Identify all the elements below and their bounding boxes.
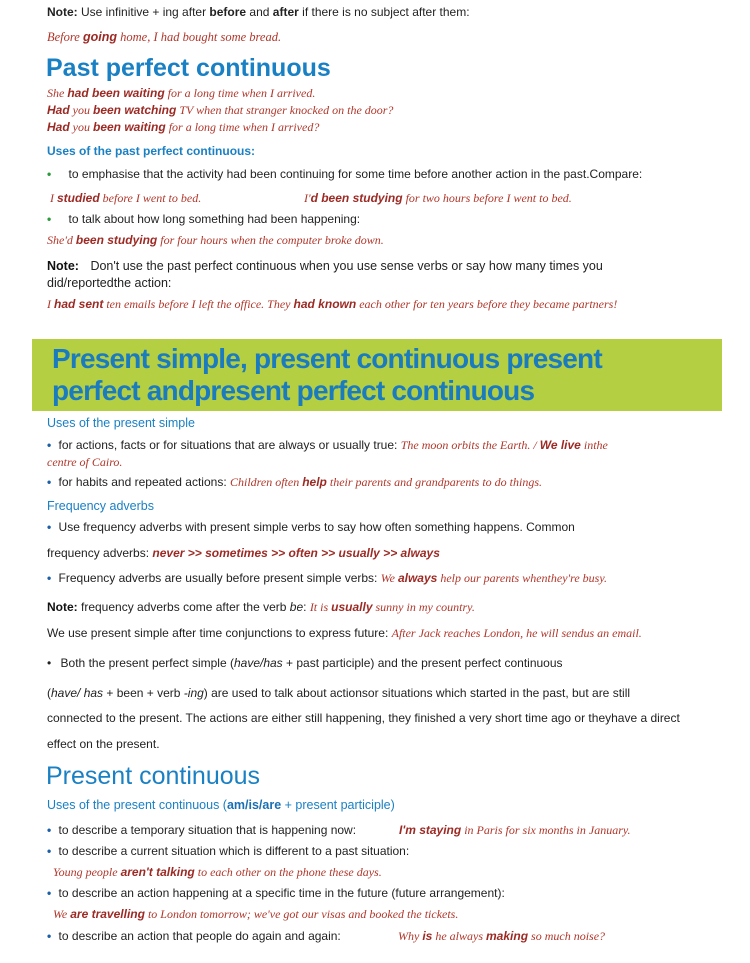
- list-item: • to describe an action that people do again and again:: [47, 929, 341, 943]
- bullet-icon: •: [47, 438, 52, 452]
- frequency-adverbs-heading: Frequency adverbs: [47, 499, 155, 513]
- bullet-icon: •: [47, 656, 52, 670]
- example-had-sent: I had sent ten emails before I left the office. They had known each other for ten years before they became partners!: [47, 297, 618, 311]
- paragraph-line-1: (have/ has + been + verb -ing) are used to talk about actionsor situations which started in the past, but are still: [47, 686, 631, 700]
- list-item: • to describe an action happening at a specific time in the future (future arrangement):: [47, 886, 505, 900]
- paragraph-line-2: connected to the present. The actions are either still happening, they finished a very short time ago or theyhave a direct: [47, 711, 680, 725]
- compare-example-2: I'd been studying for two hours before I went to bed.: [304, 191, 572, 205]
- example-had-been-waiting: She had been waiting for a long time when I arrived.: [47, 86, 316, 100]
- example-had-been-watching: Had you been watching TV when that stranger knocked on the door?: [47, 103, 394, 117]
- example-been-studying: She'd been studying for four hours when the computer broke down.: [47, 233, 384, 247]
- section-title-past-perfect-continuous: Past perfect continuous: [46, 54, 331, 82]
- future-usage-line: We use present simple after time conjunctions to express future: After Jack reaches London, he will sendus an email.: [47, 626, 642, 640]
- uses-heading-ppc: Uses of the past perfect continuous:: [47, 144, 256, 158]
- bullet-icon: •: [47, 475, 52, 489]
- list-item: • to talk about how long something had been happening:: [47, 212, 361, 226]
- bullet-icon: •: [47, 167, 52, 181]
- bullet-icon: •: [47, 520, 52, 534]
- section-title-present-continuous: Present continuous: [46, 762, 261, 790]
- top-note: Note: Use infinitive + ing after before and after if there is no subject after them:: [47, 5, 470, 19]
- example-arent-talking: Young people aren't talking to each other on the phone these days.: [53, 865, 382, 879]
- list-item: • Both the present perfect simple (have/has + past participle) and the present perfect continuous: [47, 656, 563, 670]
- example-had-you-been-waiting: Had you been waiting for a long time when I arrived?: [47, 120, 320, 134]
- bullet-icon: •: [47, 844, 52, 858]
- note-label: Note:: [47, 5, 78, 19]
- list-item: • Use frequency adverbs with present simple verbs to say how often something happens. Common: [47, 520, 575, 534]
- banner-title-line-2: perfect andpresent perfect continuous: [52, 375, 535, 406]
- example-continued: centre of Cairo.: [47, 455, 123, 469]
- list-item: • Frequency adverbs are usually before present simple verbs: We always help our parents whenthey're busy.: [47, 571, 607, 585]
- list-item: • for actions, facts or for situations that are always or usually true: The moon orbits the Earth. / We live inthe: [47, 438, 608, 452]
- list-item: • to emphasise that the activity had been continuing for some time before another action in the past.Compare:: [47, 167, 643, 181]
- list-item: • to describe a temporary situation that is happening now:: [47, 823, 357, 837]
- banner-title-line-1: Present simple, present continuous present: [52, 343, 602, 374]
- list-item: • for habits and repeated actions: Children often help their parents and grandparents to do things.: [47, 475, 543, 489]
- bullet-icon: •: [47, 823, 52, 837]
- frequency-adverbs-list: frequency adverbs: never >> sometimes >> often >> usually >> always: [47, 546, 440, 560]
- ps-note: Note: frequency adverbs come after the verb be: It is usually sunny in my country.: [47, 600, 475, 614]
- paragraph-line-3: effect on the present.: [47, 737, 160, 751]
- ppc-note-line-1: Note: Don't use the past perfect continuous when you use sense verbs or say how many times you: [47, 259, 603, 273]
- uses-heading-present-continuous: Uses of the present continuous (am/is/are + present participle): [47, 798, 395, 812]
- list-item: • to describe a current situation which is different to a past situation:: [47, 844, 410, 858]
- bullet-icon: •: [47, 886, 52, 900]
- example-before-going: Before going home, I had bought some bread.: [47, 30, 282, 44]
- example-are-travelling: We are travelling to London tomorrow; we've got our visas and booked the tickets.: [53, 907, 459, 921]
- example-im-staying: I'm staying in Paris for six months in January.: [399, 823, 631, 837]
- bullet-icon: •: [47, 929, 52, 943]
- example-is-making: Why is he always making so much noise?: [398, 929, 606, 943]
- compare-example-1: I studied before I went to bed.: [50, 191, 202, 205]
- uses-heading-present-simple: Uses of the present simple: [47, 416, 195, 430]
- bullet-icon: •: [47, 212, 52, 226]
- ppc-note-line-2: did/reportedthe action:: [47, 276, 172, 290]
- bullet-icon: •: [47, 571, 52, 585]
